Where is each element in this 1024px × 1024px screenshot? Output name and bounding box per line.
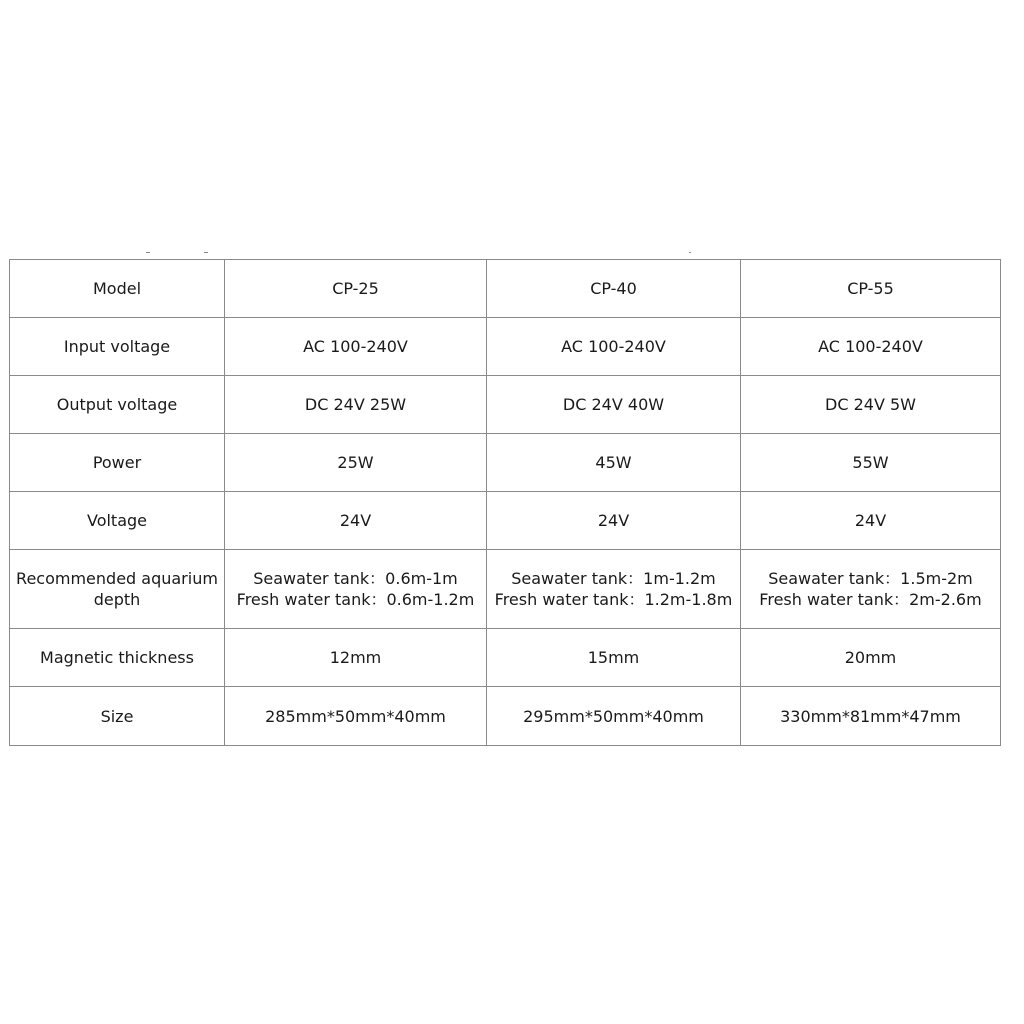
freshwater-depth: Fresh water tank：2m-2.6m: [759, 590, 982, 609]
table-cell: [225, 550, 487, 629]
table-row-input-voltage: [10, 318, 1001, 376]
top-edge-mark-1: [146, 252, 150, 253]
table-cell: 24V: [741, 492, 1001, 550]
table-cell: 295mm*50mm*40mm: [487, 687, 741, 746]
table-row-output-voltage: [10, 376, 1001, 434]
table-row-voltage: [10, 492, 1001, 550]
table-cell: DC 24V 25W: [225, 376, 487, 434]
seawater-depth: Seawater tank：1.5m-2m: [768, 569, 973, 588]
freshwater-depth: Fresh water tank：1.2m-1.8m: [494, 590, 733, 609]
table-cell: [487, 550, 741, 629]
table-cell: [741, 550, 1001, 629]
table-cell: 12mm: [225, 629, 487, 687]
table-cell: 24V: [225, 492, 487, 550]
table-row-aquarium-depth: [10, 550, 1001, 629]
table-cell: DC 24V 5W: [741, 376, 1001, 434]
table-cell: 285mm*50mm*40mm: [225, 687, 487, 746]
table-row-size: [10, 687, 1001, 746]
table-row-magnetic-thickness: [10, 629, 1001, 687]
row-label: Voltage: [10, 492, 225, 550]
row-label: Recommended aquarium depth: [10, 550, 225, 629]
table-cell: 24V: [487, 492, 741, 550]
table-cell: 20mm: [741, 629, 1001, 687]
header-cell-model: Model: [10, 260, 225, 318]
row-label: Input voltage: [10, 318, 225, 376]
header-cell-cp-40: CP-40: [487, 260, 741, 318]
table-cell: 330mm*81mm*47mm: [741, 687, 1001, 746]
table-cell: 25W: [225, 434, 487, 492]
header-cell-cp-25: CP-25: [225, 260, 487, 318]
top-edge-mark-3: [689, 252, 691, 253]
table-cell: AC 100-240V: [487, 318, 741, 376]
row-label: Magnetic thickness: [10, 629, 225, 687]
spec-table: [9, 259, 1001, 746]
seawater-depth: Seawater tank：1m-1.2m: [511, 569, 716, 588]
seawater-depth: Seawater tank：0.6m-1m: [253, 569, 458, 588]
header-row: [10, 260, 1001, 318]
table-cell: AC 100-240V: [225, 318, 487, 376]
top-edge-mark-2: [204, 252, 208, 253]
table-row-power: [10, 434, 1001, 492]
table-cell: 45W: [487, 434, 741, 492]
row-label: Power: [10, 434, 225, 492]
table-cell: 55W: [741, 434, 1001, 492]
table-cell: 15mm: [487, 629, 741, 687]
table-cell: AC 100-240V: [741, 318, 1001, 376]
row-label: Size: [10, 687, 225, 746]
table-cell: DC 24V 40W: [487, 376, 741, 434]
header-cell-cp-55: CP-55: [741, 260, 1001, 318]
row-label: Output voltage: [10, 376, 225, 434]
freshwater-depth: Fresh water tank：0.6m-1.2m: [236, 590, 475, 609]
